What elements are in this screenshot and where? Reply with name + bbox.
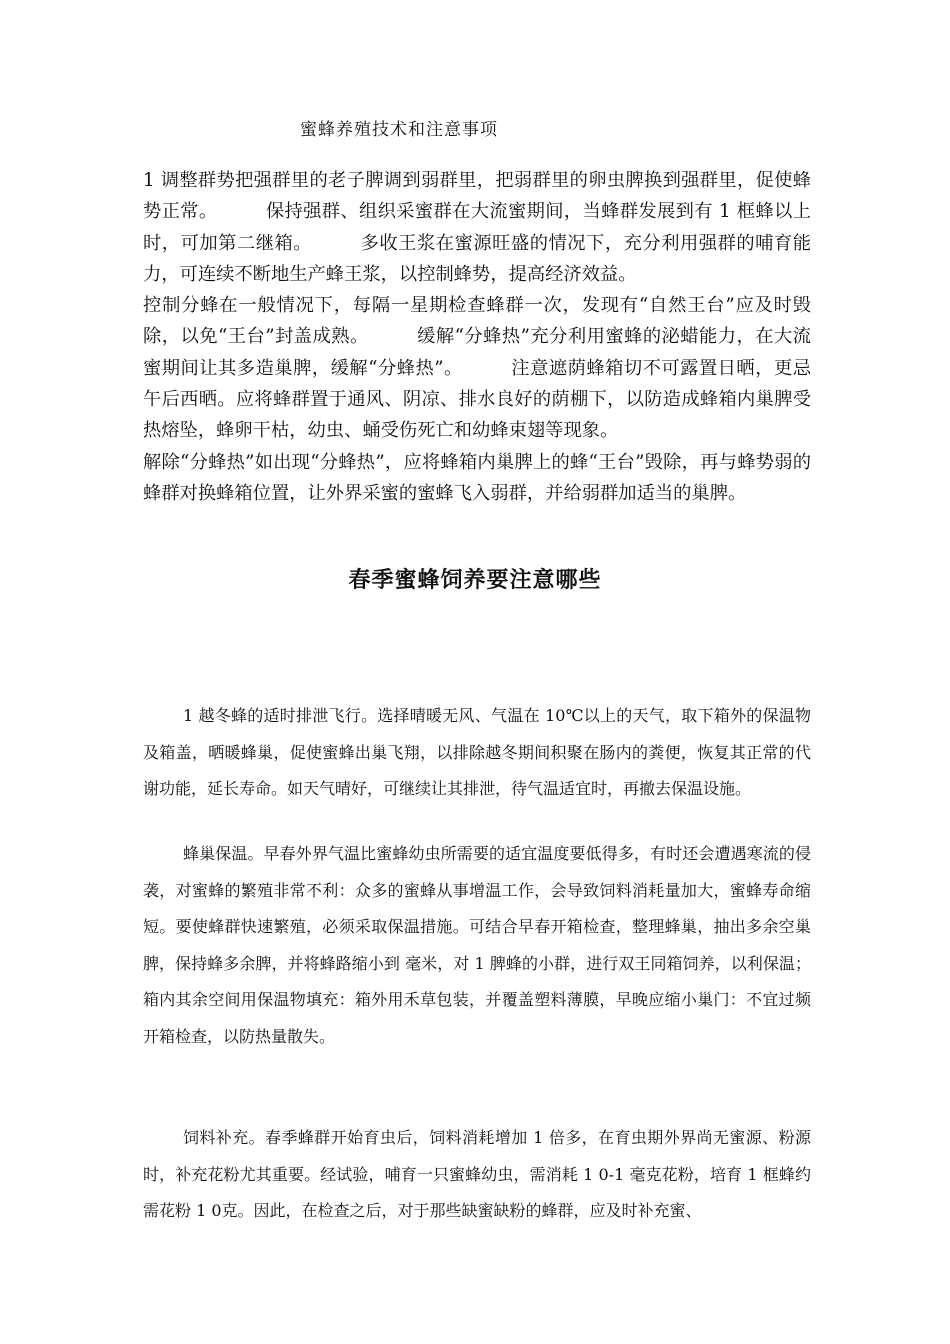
- tip-adjust-colony: 1 调整群势把强群里的老子脾调到弱群里，把弱群里的卵虫脾换到强群里，促使蜂势正常。: [143, 170, 811, 223]
- paragraph: [143, 165, 811, 290]
- tip-shade-hive: 注意遮荫蜂箱切不可露置日晒，更忌午后西晒。应将蜂群置于通风、阴凉、排水良好的荫棚下，以防造成蜂箱内巢脾受热熔坠，蜂卵干枯，幼虫、蛹受伤死亡和幼蜂束翅等现象。: [143, 357, 811, 442]
- section-spring-feeding-2: [143, 836, 811, 1055]
- paragraph: 饲料补充。春季蜂群开始育虫后，饲料消耗增加 1 倍多，在育虫期外界尚无蜜源、粉源时，补充花粉尤其重要。经试验，哺育一只蜜蜂幼虫，需消耗 1 0-1 毫克花粉，培育 1 框蜂约需花粉 1 0克。因此，在检查之后，对于那些缺蜜缺粉的蜂群，应及时补充蜜、: [143, 1128, 811, 1220]
- section-beekeeping-tips: [143, 165, 811, 509]
- document-title: 蜜蜂养殖技术和注意事项: [300, 120, 498, 140]
- paragraph: 解除“分蜂热”如出现“分蜂热”，应将蜂箱内巢脾上的蜂“王台”毁除，再与蜂势弱的蜂群对换蜂箱位置，让外界采蜜的蜜蜂飞入弱群，并给弱群加适当的巢脾。: [143, 451, 811, 504]
- tip-relieve-swarm-fever: 缓解“分蜂热”充分利用蜜蜂的泌蜡能力，在大流蜜期间让其多造巢脾，缓解“分蜂热”。: [143, 326, 811, 379]
- tip-control-swarm: 控制分蜂在一般情况下，每隔一星期检查蜂群一次，发现有“自然王台”应及时毁除，以免“王台”封盖成熟。: [143, 295, 811, 348]
- paragraph: 1 越冬蜂的适时排泄飞行。选择晴暖无风、气温在 10℃以上的天气，取下箱外的保温物及箱盖，晒暖蜂巢，促使蜜蜂出巢飞翔，以排除越冬期间积聚在肠内的粪便，恢复其正常的代谢功能，延长寿命。如天气晴好，可继续让其排泄，待气温适宜时，再撤去保温设施。: [143, 706, 811, 798]
- section-spring-feeding-3: [143, 1120, 811, 1230]
- section-spring-feeding-1: [143, 698, 811, 808]
- paragraph: [143, 290, 811, 446]
- paragraph: 蜂巢保温。早春外界气温比蜜蜂幼虫所需要的适宜温度要低得多，有时还会遭遇寒流的侵袭，对蜜蜂的繁殖非常不利：众多的蜜蜂从事增温工作，会导致饲料消耗量加大，蜜蜂寿命缩短。要使蜂群快速繁殖，必须采取保温措施。可结合早春开箱检查，整理蜂巢，抽出多余空巢脾，保持蜂多余脾，并将蜂路缩小到 毫米，对 1 脾蜂的小群，进行双王同箱饲养，以利保温；箱内其余空间用保温物填充：箱外用禾草包装，并覆盖塑料薄膜，早晚应缩小巢门：不宜过频开箱检查，以防热量散失。: [143, 844, 811, 1046]
- tip-strong-colony: 保持强群、组织采蜜群在大流蜜期间，当蜂群发展到有 1 框蜂以上时，可加第二继箱。: [143, 201, 811, 254]
- section-heading: 春季蜜蜂饲养要注意哪些: [348, 568, 602, 593]
- tip-royal-jelly: 多收王浆在蜜源旺盛的情况下，充分利用强群的哺育能力，可连续不断地生产蜂王浆，以控制蜂势，提高经济效益。: [143, 232, 812, 285]
